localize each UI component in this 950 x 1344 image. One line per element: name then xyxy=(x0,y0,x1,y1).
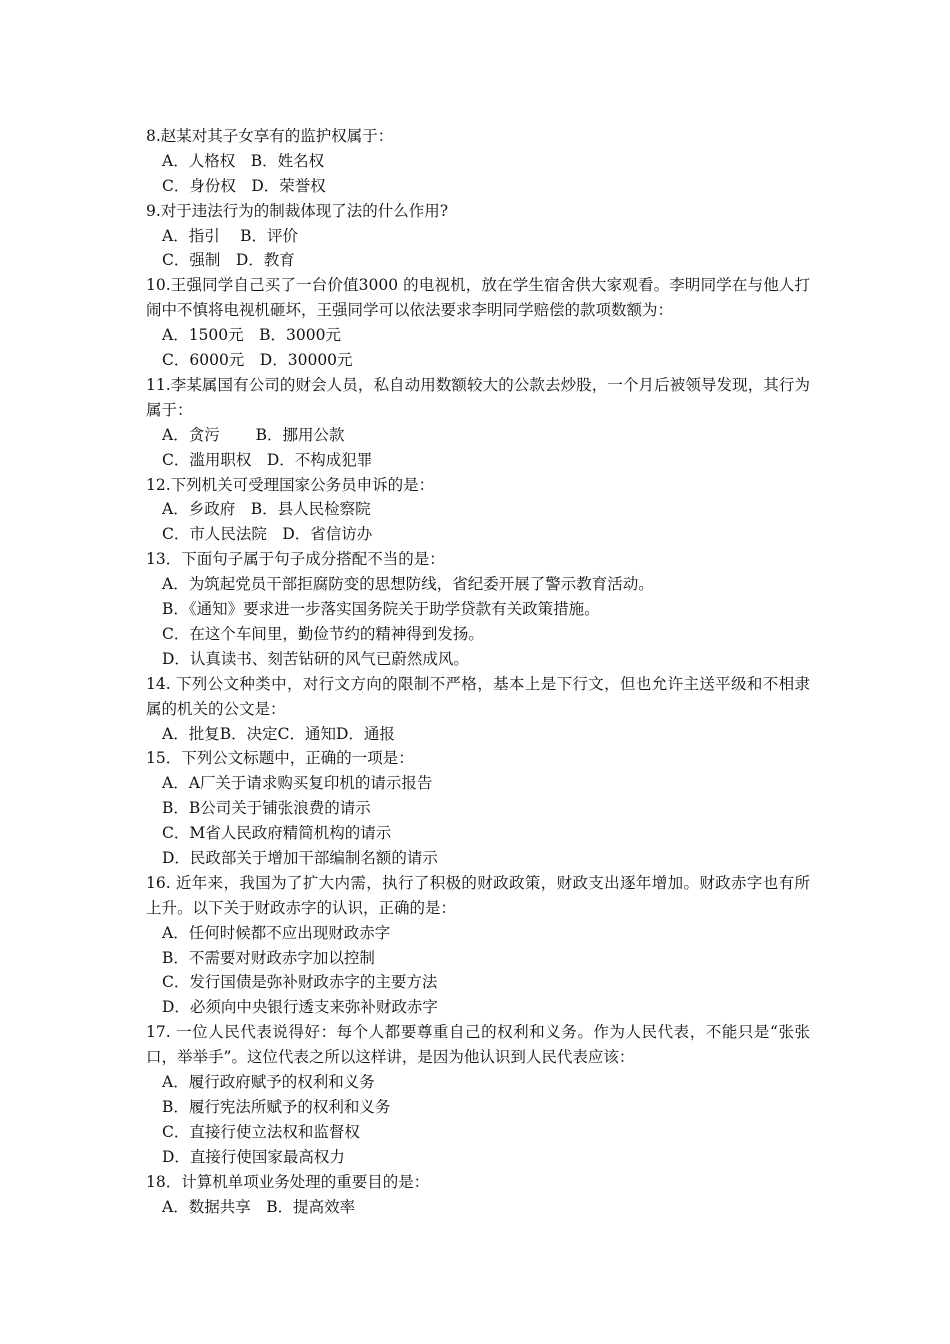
question-17-option-c: C．直接行使立法权和监督权 xyxy=(162,1122,360,1141)
question-15-option-d: D．民政部关于增加干部编制名额的请示 xyxy=(162,849,438,867)
question-14-text: 14. 下列公文种类中，对行文方向的限制不严格，基本上是下行文，但也允许主送平级和不相隶属的机关的公文是： xyxy=(146,674,810,718)
question-13-option-a: A．为筑起党员干部拒腐防变的思想防线，省纪委开展了警示教育活动。 xyxy=(162,575,654,594)
question-16-option-d: D．必须向中央银行透支来弥补财政赤字 xyxy=(162,998,438,1017)
question-8-option-row: C．身份权 D．荣誉权 xyxy=(162,176,326,195)
question-8-text: 8.赵某对其子女享有的监护权属于： xyxy=(146,127,394,145)
question-9-text: 9.对于违法行为的制裁体现了法的什么作用? xyxy=(146,201,449,220)
question-10-option-row: A．1500元 B．3000元 xyxy=(162,326,341,345)
question-16-option-c: C．发行国债是弥补财政赤字的主要方法 xyxy=(162,973,438,992)
question-12-text: 12.下列机关可受理国家公务员申诉的是： xyxy=(146,475,435,494)
question-10-option-row: C．6000元 D．30000元 xyxy=(162,351,353,370)
question-9-option-row: C．强制 D．教育 xyxy=(162,251,295,270)
question-14-option-row: A．批复B．决定C．通知D．通报 xyxy=(162,724,395,743)
question-9-option-row: A．指引 B．评价 xyxy=(162,226,299,245)
question-12-option-row: C．市人民法院 D．省信访办 xyxy=(162,525,373,544)
question-11-text: 11.李某属国有公司的财会人员，私自动用数额较大的公款去炒股，一个月后被领导发现，其行为属于： xyxy=(146,375,810,419)
question-12-option-row: A．乡政府 B．县人民检察院 xyxy=(162,500,371,519)
question-11-option-row: A．贪污 B．挪用公款 xyxy=(162,425,345,444)
question-13-option-b: B．《通知》要求进一步落实国务院关于助学贷款有关政策措施。 xyxy=(162,600,600,619)
question-10-text: 10.王强同学自己买了一台价值3000 的电视机，放在学生宿舍供大家观看。李明同学在与他人打闹中不慎将电视机砸坏，王强同学可以依法要求李明同学赔偿的款项数额为： xyxy=(146,276,810,320)
question-list xyxy=(146,124,810,1219)
question-15-option-c: C．M省人民政府精简机构的请示 xyxy=(162,824,392,843)
question-17-option-b: B．履行宪法所赋予的权利和义务 xyxy=(162,1097,391,1116)
question-16-option-b: B．不需要对财政赤字加以控制 xyxy=(162,948,375,967)
question-17-option-a: A．履行政府赋予的权利和义务 xyxy=(162,1073,375,1092)
question-8-option-row: A．人格权 B．姓名权 xyxy=(162,151,325,170)
question-15-option-b: B．B公司关于铺张浪费的请示 xyxy=(162,799,371,818)
question-18-option-row: A．数据共享 B．提高效率 xyxy=(162,1197,356,1216)
question-15-option-a: A．A厂关于请求购买复印机的请示报告 xyxy=(162,774,433,793)
question-16-text: 16. 近年来，我国为了扩大内需，执行了积极的财政政策，财政支出逐年增加。财政赤字也有所上升。以下关于财政赤字的认识，正确的是： xyxy=(146,873,810,917)
question-13-option-d: D．认真读书、刻苦钻研的风气已蔚然成风。 xyxy=(162,649,469,668)
question-15-text: 15．下列公文标题中，正确的一项是： xyxy=(146,749,414,768)
question-16-option-a: A．任何时候都不应出现财政赤字 xyxy=(162,923,391,942)
question-13-option-c: C．在这个车间里，勤俭节约的精神得到发扬。 xyxy=(162,624,484,643)
question-11-option-row: C．滥用职权 D．不构成犯罪 xyxy=(162,450,373,469)
question-13-text: 13．下面句子属于句子成分搭配不当的是： xyxy=(146,550,445,569)
question-17-text: 17. 一位人民代表说得好：每个人都要尊重自己的权利和义务。作为人民代表，不能只是“张张口，举举手”。这位代表之所以这样讲，是因为他认识到人民代表应该： xyxy=(146,1023,810,1067)
question-18-text: 18．计算机单项业务处理的重要目的是： xyxy=(146,1172,430,1191)
question-17-option-d: D．直接行使国家最高权力 xyxy=(162,1147,345,1166)
